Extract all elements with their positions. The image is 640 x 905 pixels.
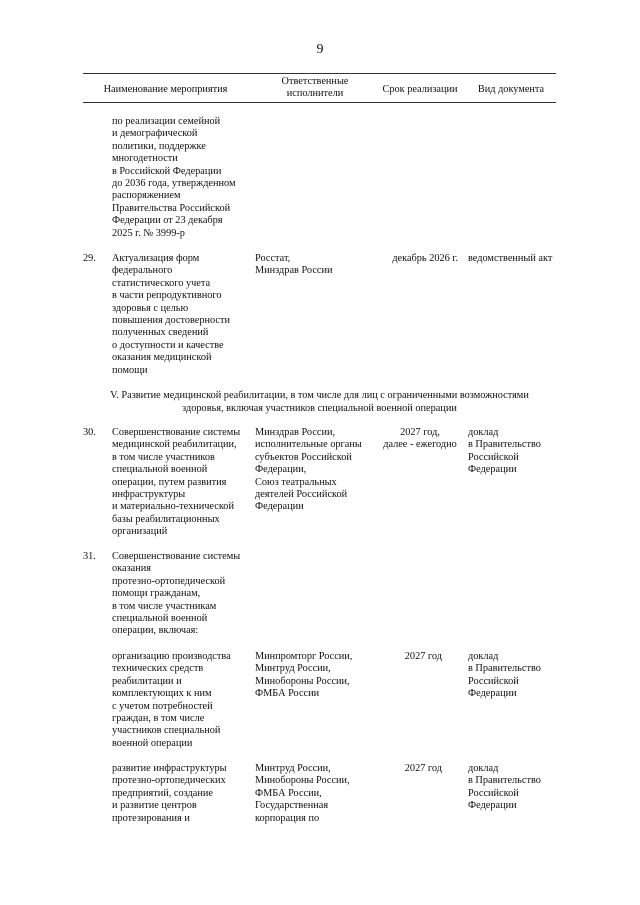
row-term: декабрь 2026 г. [392,253,458,264]
subrow-executors: Минпромторг России, Минтруд России, Минобороны России, ФМБА России [255,651,353,700]
header-bottom-rule [83,102,556,103]
row-executors: Росстат, Минздрав России [255,253,333,277]
subrow-name: организацию производства технических средств реабилитации и комплектующих к ним с учетом потребностей граждан, в том числе участников специальной военной операции [112,651,231,749]
subrow-executors: Минтруд России, Минобороны России, ФМБА России, Государственная корпорация по [255,763,350,824]
row-term: 2027 год, далее - ежегодно [383,427,457,451]
page-number: 9 [316,42,324,57]
header-col-name: Наименование мероприятия [103,84,228,95]
header-col-doc-type: Вид документа [477,84,545,95]
section-title: V. Развитие медицинской реабилитации, в том числе для лиц с ограниченными возможностями здоровья, включая участников специальной военной операции [110,390,529,414]
subrow-doc-type: доклад в Правительство Российской Федерации [468,763,541,812]
row-name: Совершенствование системы оказания протезно-ортопедической помощи гражданам, в том числе участникам специальной военной операции, включая: [112,551,241,637]
carry-over-text: по реализации семейной и демографической политики, поддержке многодетности в Российской Федерации до 2036 года, утвержденном распоряжением Правительства Российской Федерации от 23 декабря 2025 г. № 3999-р [112,116,236,239]
header-top-rule [83,73,556,74]
row-executors: Минздрав России, исполнительные органы субъектов Российской Федерации, Союз театральных деятелей Российской Федерации [255,427,362,513]
row-doc-type: доклад в Правительство Российской Федерации [468,427,541,476]
subrow-name: развитие инфраструктуры протезно-ортопедических предприятий, создание и развитие центров протезирования и [112,763,227,824]
row-name: Совершенствование системы медицинской реабилитации, в том числе участников специальной военной операции, путем развития инфраструктуры и материально-технической базы реабилитационных организаций [112,427,241,538]
row-number: 29. [83,253,96,264]
subrow-term: 2027 год [404,763,442,774]
row-number: 31. [83,551,96,562]
row-name: Актуализация форм федерального статистического учета в части репродуктивного здоровья с целью повышения достоверности полученных сведений о доступности и качестве оказания медицинской помощи [112,253,231,376]
header-col-term: Срок реализации [382,84,458,95]
subrow-doc-type: доклад в Правительство Российской Федерации [468,651,541,700]
row-number: 30. [83,427,96,438]
row-doc-type: ведомственный акт [468,253,553,264]
header-col-executors: Ответственные исполнители [281,76,349,99]
subrow-term: 2027 год [404,651,442,662]
